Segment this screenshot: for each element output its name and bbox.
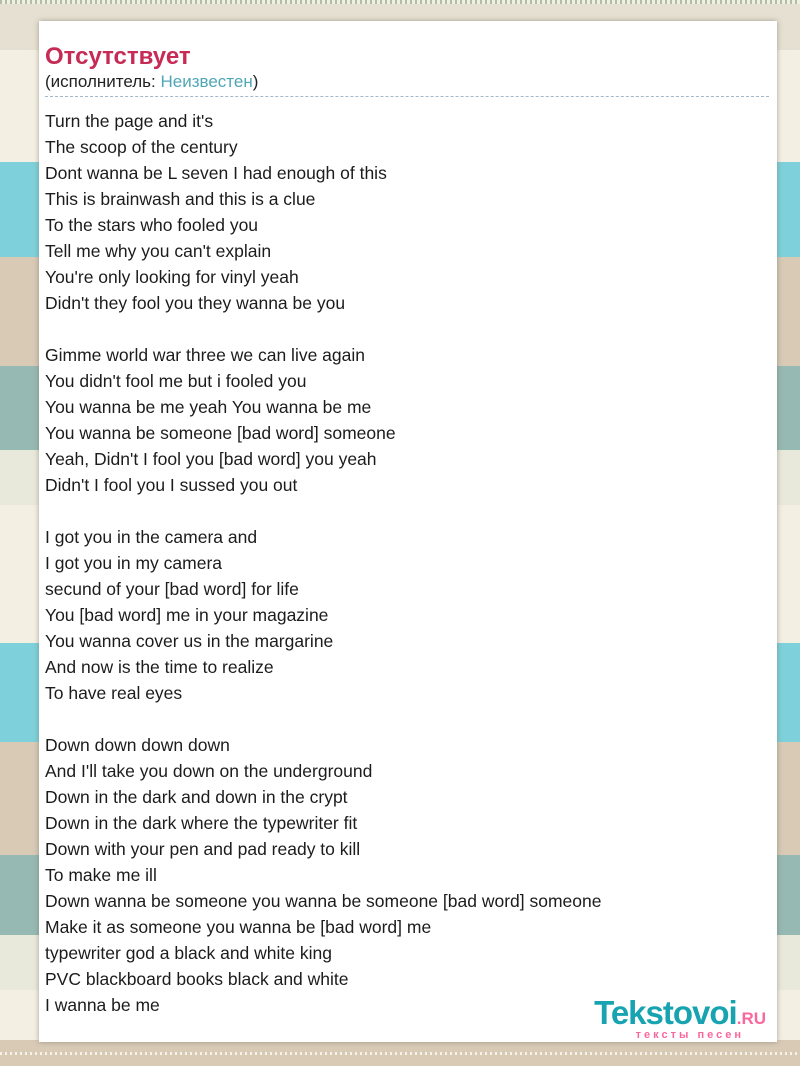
lyrics-line: This is brainwash and this is a clue [45, 189, 316, 209]
site-logo[interactable] [594, 996, 766, 1041]
artist-line [45, 71, 769, 92]
logo-tagline: тексты песен [635, 1029, 744, 1041]
lyrics-line: Dont wanna be L seven I had enough of this [45, 163, 387, 183]
lyrics-line: Make it as someone you wanna be [bad word] me [45, 917, 432, 937]
lyrics-line: Gimme world war three we can live again [45, 345, 365, 365]
lyrics-line: You [bad word] me in your magazine [45, 605, 329, 625]
artist-label-prefix: (исполнитель: [45, 72, 161, 91]
verse [45, 524, 769, 706]
artist-link[interactable]: Неизвестен [160, 72, 253, 91]
lyrics-line: secund of your [bad word] for life [45, 579, 299, 599]
bottom-dotted-edge [0, 1052, 800, 1055]
verse [45, 732, 769, 1018]
lyrics-line: typewriter god a black and white king [45, 943, 332, 963]
lyrics-line: Down with your pen and pad ready to kill [45, 839, 361, 859]
lyrics-line: Yeah, Didn't I fool you [bad word] you yeah [45, 449, 377, 469]
lyrics-line: To have real eyes [45, 683, 183, 703]
lyrics-line: Down wanna be someone you wanna be someone [bad word] someone [45, 891, 602, 911]
lyrics-line: To make me ill [45, 865, 157, 885]
page-title: Отсутствует [45, 43, 191, 70]
lyrics-line: Didn't they fool you they wanna be you [45, 293, 346, 313]
lyrics-line: To the stars who fooled you [45, 215, 259, 235]
logo-name: Tekstovoi [594, 994, 737, 1031]
lyrics-line: I got you in my camera [45, 553, 223, 573]
lyrics-line: Down in the dark where the typewriter fit [45, 813, 358, 833]
top-dotted-edge [0, 0, 800, 4]
lyrics-line: You wanna be me yeah You wanna be me [45, 397, 372, 417]
lyrics-line: You wanna be someone [bad word] someone [45, 423, 396, 443]
lyrics-line: And I'll take you down on the underground [45, 761, 373, 781]
lyrics-line: I wanna be me [45, 995, 160, 1015]
lyrics-line: Tell me why you can't explain [45, 241, 272, 261]
lyrics-line: You're only looking for vinyl yeah [45, 267, 299, 287]
verse [45, 108, 769, 316]
artist-label-suffix: ) [252, 72, 259, 91]
lyrics-line: You didn't fool me but i fooled you [45, 371, 307, 391]
lyrics-line: Down in the dark and down in the crypt [45, 787, 348, 807]
lyrics-line: Turn the page and it's [45, 111, 214, 131]
lyrics-line: PVC blackboard books black and white [45, 969, 349, 989]
lyrics-line: I got you in the camera and [45, 527, 258, 547]
lyrics-line: And now is the time to realize [45, 657, 274, 677]
lyrics-line: Down down down down [45, 735, 230, 755]
song-header [45, 43, 769, 97]
site-logo-wordmark [594, 996, 766, 1029]
lyrics-line: Didn't I fool you I sussed you out [45, 475, 298, 495]
lyrics-line: You wanna cover us in the margarine [45, 631, 334, 651]
lyrics-text [45, 108, 769, 1018]
verse [45, 342, 769, 498]
content-card [39, 21, 777, 1042]
logo-tld: .RU [736, 1009, 766, 1028]
lyrics-line: The scoop of the century [45, 137, 238, 157]
